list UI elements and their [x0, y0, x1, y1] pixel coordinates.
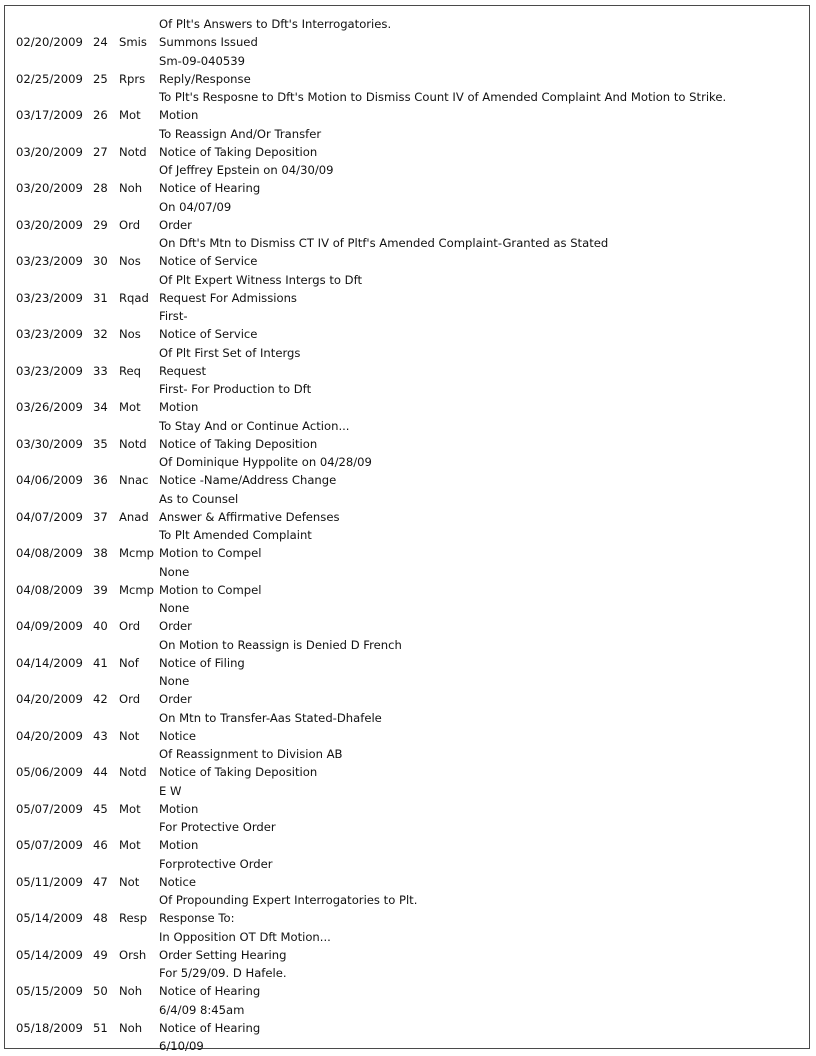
docket-detail-line: [5, 526, 809, 544]
entry-code: Mcmp: [119, 582, 155, 597]
entry-code: Notd: [119, 765, 147, 780]
docket-detail-line: [5, 380, 809, 398]
entry-number: 27: [93, 144, 108, 159]
docket-detail-line: [5, 928, 809, 946]
docket-detail-line: [5, 672, 809, 690]
entry-detail: To Stay And or Continue Action...: [159, 418, 350, 433]
docket-entry-line: [5, 654, 809, 672]
docket-detail-line: [5, 198, 809, 216]
entry-title: Notice: [159, 728, 197, 743]
docket-detail-line: [5, 855, 809, 873]
entry-title: Motion: [159, 838, 199, 853]
entry-number: 28: [93, 181, 108, 196]
entry-date: 05/14/2009: [16, 911, 83, 926]
entry-date: 03/20/2009: [16, 217, 83, 232]
docket-entry-line: [5, 398, 809, 416]
entry-title: Motion to Compel: [159, 582, 262, 597]
entry-code: Resp: [119, 911, 148, 926]
entry-title: Notice of Service: [159, 327, 258, 342]
entry-detail: First-: [159, 309, 188, 323]
entry-number: 49: [93, 947, 108, 962]
entry-detail: To Reassign And/Or Transfer: [159, 126, 322, 141]
docket-entry-line: [5, 70, 809, 88]
docket-detail-line: [5, 417, 809, 435]
entry-title: Order Setting Hearing: [159, 947, 287, 962]
entry-detail: Of Reassignment to Division AB: [159, 747, 343, 761]
entry-date: 04/20/2009: [16, 692, 83, 707]
docket-page-frame: [4, 5, 810, 1053]
docket-detail-line: [5, 782, 809, 800]
entry-date: 04/20/2009: [16, 728, 83, 743]
entry-code: Noh: [119, 1020, 143, 1035]
entry-detail: On Dft's Mtn to Dismiss CT IV of Pltf's Amended Complaint-Granted as Stated: [159, 236, 609, 250]
docket-entry-line: [5, 836, 809, 854]
entry-code: Noh: [119, 984, 143, 999]
docket-entry-line: [5, 727, 809, 745]
entry-title: Answer & Affirmative Defenses: [159, 509, 340, 524]
docket-detail-line: [5, 1001, 809, 1019]
entry-title: Request For Admissions: [159, 290, 297, 305]
entry-number: 36: [93, 473, 108, 488]
entry-detail: Of Dominique Hyppolite on 04/28/09: [159, 455, 372, 469]
entry-date: 03/30/2009: [16, 436, 83, 451]
entry-title: Motion: [159, 801, 199, 816]
docket-entry-line: [5, 1019, 809, 1037]
entry-detail: For Protective Order: [159, 820, 276, 834]
continuation-text: Of Plt's Answers to Dft's Interrogatories.: [159, 17, 392, 31]
entry-date: 05/15/2009: [16, 984, 83, 999]
docket-detail-line: [5, 344, 809, 362]
entry-date: 03/20/2009: [16, 144, 83, 159]
docket-detail-line: [5, 1037, 809, 1055]
entry-detail: Of Propounding Expert Interrogatories to Plt.: [159, 893, 418, 907]
entry-number: 30: [93, 254, 108, 269]
entry-detail: As to Counsel: [159, 491, 239, 506]
docket-detail-line: [5, 307, 809, 325]
entry-title: Motion: [159, 108, 199, 123]
entry-code: Nos: [119, 327, 141, 342]
entry-title: Summons Issued: [159, 35, 258, 50]
docket-detail-line: [5, 161, 809, 179]
entry-code: Anad: [119, 509, 149, 524]
entry-number: 46: [93, 838, 108, 853]
entry-title: Notice -Name/Address Change: [159, 473, 337, 488]
docket-detail-line: [5, 563, 809, 581]
entry-number: 50: [93, 984, 108, 999]
entry-detail: Of Plt First Set of Intergs: [159, 345, 301, 360]
docket-entry-line: [5, 179, 809, 197]
docket-entry-line: [5, 690, 809, 708]
entry-detail: E W: [159, 783, 182, 798]
entry-title: Motion to Compel: [159, 546, 262, 561]
entry-title: Motion: [159, 400, 199, 415]
docket-entry-line: [5, 106, 809, 124]
docket-entry-line: [5, 33, 809, 51]
docket-detail-line: [5, 964, 809, 982]
entry-date: 03/26/2009: [16, 400, 83, 415]
docket-entry-line: [5, 252, 809, 270]
entry-title: Order: [159, 692, 192, 707]
entry-detail: None: [159, 601, 190, 615]
entry-detail: On 04/07/09: [159, 199, 232, 214]
entry-detail: On Mtn to Transfer-Aas Stated-Dhafele: [159, 710, 382, 725]
entry-detail: 6/10/09: [159, 1039, 204, 1053]
entry-code: Orsh: [119, 947, 147, 962]
docket-entry-line: [5, 763, 809, 781]
entry-date: 05/18/2009: [16, 1020, 83, 1035]
entry-date: 02/20/2009: [16, 35, 83, 50]
entry-detail: In Opposition OT Dft Motion...: [159, 929, 331, 944]
docket-entry-line: [5, 873, 809, 891]
docket-entry-line: [5, 289, 809, 307]
entry-number: 29: [93, 217, 108, 232]
entry-code: Notd: [119, 144, 147, 159]
entry-date: 04/07/2009: [16, 509, 83, 524]
entry-date: 04/08/2009: [16, 546, 83, 561]
entry-code: Mcmp: [119, 546, 155, 561]
entry-number: 43: [93, 728, 108, 743]
entry-number: 32: [93, 327, 108, 342]
docket-entry-line: [5, 435, 809, 453]
entry-number: 33: [93, 363, 108, 378]
entry-date: 03/23/2009: [16, 290, 83, 305]
entry-date: 02/25/2009: [16, 71, 83, 86]
entry-code: Not: [119, 728, 140, 743]
docket-list: [5, 15, 809, 1055]
continuation-line: [5, 15, 809, 33]
docket-detail-line: [5, 599, 809, 617]
entry-detail: For 5/29/09. D Hafele.: [159, 966, 287, 980]
entry-code: Ord: [119, 692, 141, 707]
entry-detail: Of Jeffrey Epstein on 04/30/09: [159, 163, 334, 177]
entry-code: Mot: [119, 801, 141, 816]
entry-code: Nnac: [119, 473, 149, 488]
entry-code: Rqad: [119, 290, 149, 305]
docket-detail-line: [5, 125, 809, 143]
docket-entry-line: [5, 216, 809, 234]
entry-number: 45: [93, 801, 108, 816]
docket-entry-line: [5, 544, 809, 562]
entry-title: Reply/Response: [159, 71, 251, 86]
entry-number: 42: [93, 692, 108, 707]
entry-code: Mot: [119, 108, 141, 123]
docket-detail-line: [5, 709, 809, 727]
entry-title: Notice of Hearing: [159, 1020, 261, 1035]
entry-title: Notice of Taking Deposition: [159, 144, 318, 159]
entry-title: Notice of Taking Deposition: [159, 765, 318, 780]
entry-date: 04/14/2009: [16, 655, 83, 670]
entry-date: 04/09/2009: [16, 619, 83, 634]
entry-code: Noh: [119, 181, 143, 196]
entry-detail: Sm-09-040539: [159, 53, 246, 68]
entry-title: Notice: [159, 874, 197, 889]
entry-number: 44: [93, 765, 108, 780]
entry-number: 24: [93, 35, 108, 50]
entry-code: Rprs: [119, 71, 146, 86]
entry-title: Notice of Hearing: [159, 984, 261, 999]
entry-detail: First- For Production to Dft: [159, 382, 312, 396]
entry-code: Nof: [119, 655, 139, 670]
entry-code: Not: [119, 874, 140, 889]
entry-number: 40: [93, 619, 108, 634]
entry-number: 41: [93, 655, 108, 670]
entry-code: Mot: [119, 400, 141, 415]
entry-detail: None: [159, 564, 190, 579]
entry-date: 03/23/2009: [16, 327, 83, 342]
entry-title: Notice of Hearing: [159, 181, 261, 196]
entry-date: 04/06/2009: [16, 473, 83, 488]
entry-number: 48: [93, 911, 108, 926]
docket-entry-line: [5, 617, 809, 635]
docket-detail-line: [5, 745, 809, 763]
entry-date: 03/23/2009: [16, 363, 83, 378]
docket-entry-line: [5, 471, 809, 489]
entry-code: Notd: [119, 436, 147, 451]
entry-detail: On Motion to Reassign is Denied D French: [159, 637, 402, 652]
entry-date: 05/11/2009: [16, 874, 83, 889]
docket-detail-line: [5, 490, 809, 508]
entry-date: 04/08/2009: [16, 582, 83, 597]
entry-number: 31: [93, 290, 108, 305]
entry-number: 35: [93, 436, 108, 451]
entry-date: 03/17/2009: [16, 108, 83, 123]
docket-detail-line: [5, 271, 809, 289]
entry-code: Smis: [119, 35, 147, 50]
docket-detail-line: [5, 818, 809, 836]
docket-detail-line: [5, 234, 809, 252]
docket-detail-line: [5, 88, 809, 106]
entry-number: 25: [93, 71, 108, 86]
entry-date: 05/07/2009: [16, 801, 83, 816]
entry-number: 37: [93, 509, 108, 524]
entry-number: 38: [93, 546, 108, 561]
docket-detail-line: [5, 52, 809, 70]
entry-code: Ord: [119, 217, 141, 232]
entry-detail: To Plt's Resposne to Dft's Motion to Dismiss Count IV of Amended Complaint And Motion to Strike.: [159, 90, 727, 104]
entry-date: 05/14/2009: [16, 947, 83, 962]
entry-number: 39: [93, 582, 108, 597]
docket-entry-line: [5, 800, 809, 818]
docket-entry-line: [5, 325, 809, 343]
entry-number: 47: [93, 874, 108, 889]
entry-date: 05/06/2009: [16, 765, 83, 780]
entry-title: Notice of Service: [159, 254, 258, 269]
docket-entry-line: [5, 946, 809, 964]
entry-date: 03/20/2009: [16, 181, 83, 196]
entry-detail: Forprotective Order: [159, 856, 273, 871]
entry-title: Order: [159, 217, 192, 232]
entry-title: Request: [159, 363, 207, 378]
entry-number: 34: [93, 400, 108, 415]
entry-code: Nos: [119, 254, 141, 269]
entry-detail: To Plt Amended Complaint: [159, 528, 312, 542]
docket-entry-line: [5, 143, 809, 161]
entry-detail: 6/4/09 8:45am: [159, 1002, 245, 1017]
docket-entry-line: [5, 909, 809, 927]
docket-entry-line: [5, 581, 809, 599]
entry-number: 26: [93, 108, 108, 123]
entry-date: 03/23/2009: [16, 254, 83, 269]
entry-detail: Of Plt Expert Witness Intergs to Dft: [159, 272, 363, 287]
entry-title: Order: [159, 619, 192, 634]
entry-detail: None: [159, 674, 190, 688]
entry-title: Response To:: [159, 911, 235, 926]
entry-title: Notice of Filing: [159, 655, 245, 670]
entry-number: 51: [93, 1020, 108, 1035]
docket-detail-line: [5, 891, 809, 909]
entry-date: 05/07/2009: [16, 838, 83, 853]
entry-code: Ord: [119, 619, 141, 634]
docket-entry-line: [5, 508, 809, 526]
entry-code: Mot: [119, 838, 141, 853]
docket-detail-line: [5, 636, 809, 654]
docket-entry-line: [5, 982, 809, 1000]
docket-entry-line: [5, 362, 809, 380]
entry-title: Notice of Taking Deposition: [159, 436, 318, 451]
entry-code: Req: [119, 363, 142, 378]
docket-detail-line: [5, 453, 809, 471]
